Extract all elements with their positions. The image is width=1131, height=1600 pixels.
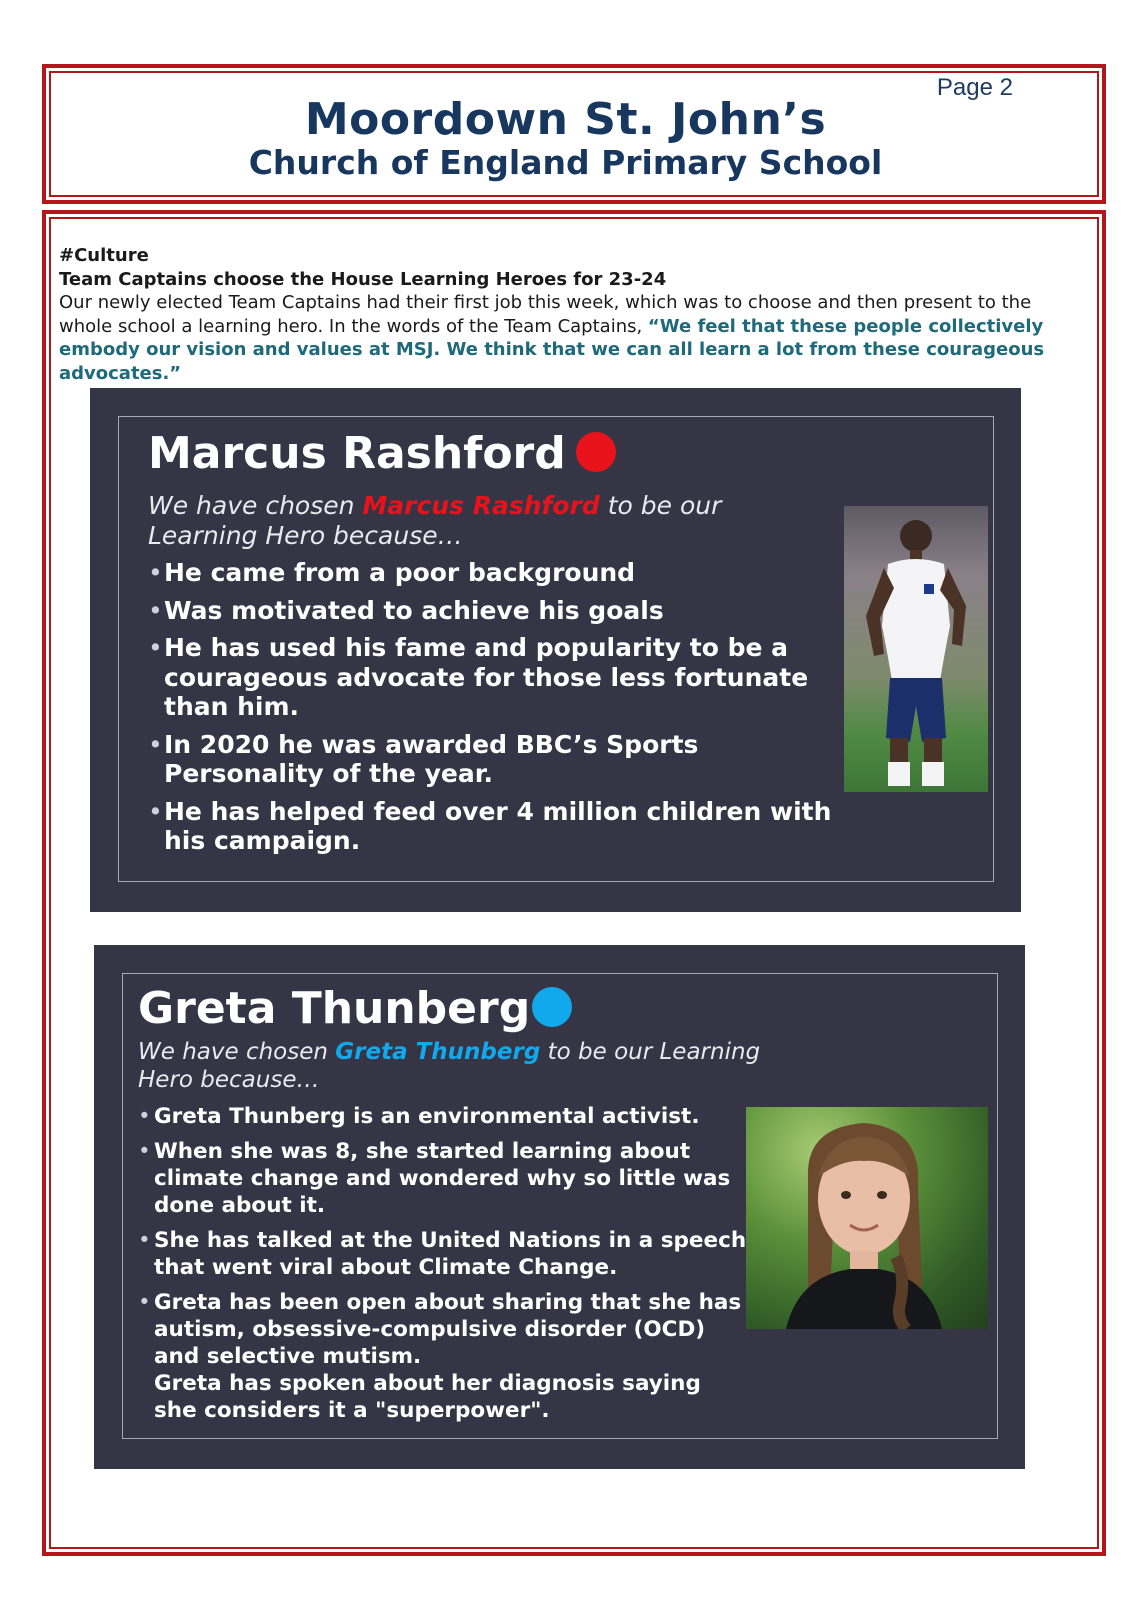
reason-item: • When she was 8, she started learning about climate change and wondered why so little was done about it. bbox=[138, 1138, 748, 1219]
hero-intro bbox=[138, 1039, 778, 1094]
red-dot-icon bbox=[576, 432, 616, 472]
blue-dot-icon bbox=[532, 987, 572, 1027]
marcus-rashford-photo bbox=[844, 506, 988, 792]
hero-intro-after: to be our Learning Hero because… bbox=[138, 1039, 761, 1093]
hero-reasons-list bbox=[138, 1103, 748, 1432]
hero-name bbox=[138, 983, 572, 1034]
hero-intro bbox=[148, 491, 788, 551]
hero-intro-highlight: Marcus Rashford bbox=[362, 491, 600, 520]
school-title: Moordown St. John’s bbox=[304, 94, 827, 145]
hero-intro-before: We have chosen bbox=[148, 491, 363, 520]
captains-quote: “We feel that these people collectively embody our vision and values at MSJ. We think that we can all learn a lot from these courageous advocates.” bbox=[59, 315, 1045, 384]
reason-item: • He came from a poor background bbox=[148, 558, 838, 588]
hero-name bbox=[148, 428, 616, 479]
portrait-figure-icon bbox=[746, 1107, 988, 1329]
hero-intro-before: We have chosen bbox=[138, 1039, 336, 1065]
footballer-figure-icon bbox=[844, 506, 988, 792]
intro-section bbox=[59, 244, 1079, 385]
hero-reasons-list bbox=[148, 558, 838, 864]
hero-intro-after: to be our Learning Hero because… bbox=[148, 491, 722, 550]
hero-card-greta-thunberg bbox=[94, 945, 1025, 1469]
hero-name-text: Marcus Rashford bbox=[148, 428, 566, 479]
hero-card-marcus-rashford bbox=[90, 388, 1021, 912]
reason-item: • She has talked at the United Nations in a speech that went viral about Climate Change. bbox=[138, 1227, 748, 1281]
article-body: Our newly elected Team Captains had their first job this week, which was to choose and then present to the whole school a learning hero. In the words of the Team Captains, bbox=[59, 292, 1032, 337]
reason-item: • Greta has been open about sharing that she has autism, obsessive-compulsive disorder (OCD) and selective mutism. Greta has spoken about her diagnosis saying she considers it a "superpower". bbox=[138, 1289, 748, 1424]
reason-item: • Greta Thunberg is an environmental activist. bbox=[138, 1103, 748, 1130]
reason-item: • He has used his fame and popularity to be a courageous advocate for those less fortunate than him. bbox=[148, 633, 838, 722]
reason-item: • He has helped feed over 4 million children with his campaign. bbox=[148, 797, 838, 856]
hero-intro-highlight: Greta Thunberg bbox=[335, 1039, 541, 1065]
reason-item: • In 2020 he was awarded BBC’s Sports Personality of the year. bbox=[148, 730, 838, 789]
school-subtitle: Church of England Primary School bbox=[248, 143, 883, 182]
hero-name-text: Greta Thunberg bbox=[138, 983, 531, 1034]
article-headline: Team Captains choose the House Learning Heroes for 23-24 bbox=[59, 268, 667, 290]
culture-tag: #Culture bbox=[59, 245, 149, 266]
page-number: Page 2 bbox=[936, 74, 1013, 101]
greta-thunberg-photo bbox=[746, 1107, 988, 1329]
reason-item: • Was motivated to achieve his goals bbox=[148, 596, 838, 626]
